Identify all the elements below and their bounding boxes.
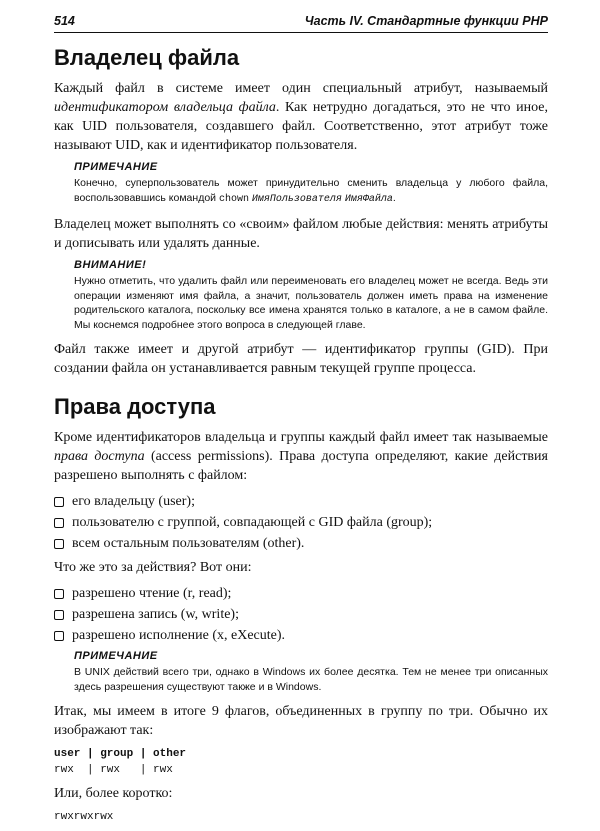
page-number: 514 <box>54 14 75 28</box>
paragraph: Итак, мы имеем в итоге 9 флагов, объединенных в группу по три. Обычно их изображают так: <box>54 704 548 738</box>
note-title: ПРИМЕЧАНИЕ <box>74 650 158 662</box>
paragraph: Или, более коротко: <box>54 786 173 801</box>
note-block <box>74 161 548 207</box>
code-header: user | group | other <box>54 748 187 760</box>
section-title-owner: Владелец файла <box>54 45 240 70</box>
list-item: пользователю с группой, совпадающей с GID файла (group); <box>54 512 548 533</box>
emphasis: идентификатором владельца файла <box>54 100 276 115</box>
checkbox-bullet-icon <box>54 631 64 641</box>
note-text: В UNIX действий всего три, однако в Windows их более десятка. Тем не менее три описанных здесь разрешения существуют также и в Windows. <box>74 666 548 693</box>
note-block <box>74 650 548 694</box>
warning-text: Нужно отметить, что удалить файл или переименовать его владелец может не всегда. Ведь эти операции изменяют имя файла, а значит, пользователь должен иметь права на изменение родительского каталога, поскольку все имена хранятся только в каталоге, а не в самом файле. Мы коснемся подробнее этого вопроса в следующей главе. <box>74 275 548 331</box>
list-item: разрешена запись (w, write); <box>54 604 548 625</box>
paragraph: Каждый файл в системе имеет один специальный атрибут, называемый идентификатором владельца файла. Как нетрудно догадаться, это не что иное, как UID пользователя, создавшего файл. Соответственно, этот атрибут тоже называют UID, как и идентификатор пользователя. <box>54 81 548 153</box>
checkbox-bullet-icon <box>54 610 64 620</box>
checkbox-bullet-icon <box>54 539 64 549</box>
chapter-title: Часть IV. Стандартные функции PHP <box>304 14 548 28</box>
code-short: rwxrwxrwx <box>54 811 114 823</box>
running-header <box>54 14 548 33</box>
code-block <box>54 746 548 778</box>
section-title-permissions: Права доступа <box>54 394 216 419</box>
actions-list <box>54 583 548 646</box>
code-row: rwx | rwx | rwx <box>54 764 173 776</box>
book-page <box>54 14 548 831</box>
paragraph: Что же это за действия? Вот они: <box>54 560 252 575</box>
paragraph: Файл также имеет и другой атрибут — идентификатор группы (GID). При создании файла он устанавливается равным текущей группе процесса. <box>54 342 548 376</box>
list-item: его владельцу (user); <box>54 491 548 512</box>
note-title: ПРИМЕЧАНИЕ <box>74 161 158 173</box>
code-command: chown <box>218 193 249 205</box>
warning-title: ВНИМАНИЕ! <box>74 259 147 271</box>
list-item: разрешено исполнение (x, eXecute). <box>54 625 548 646</box>
checkbox-bullet-icon <box>54 497 64 507</box>
checkbox-bullet-icon <box>54 589 64 599</box>
list-item: всем остальным пользователям (other). <box>54 533 548 554</box>
warning-block <box>74 259 548 332</box>
checkbox-bullet-icon <box>54 518 64 528</box>
paragraph: Кроме идентификаторов владельца и группы каждый файл имеет так называемые права доступа (access permissions). Права доступа определяют, какие действия разрешено выполнять с файлом: <box>54 430 548 483</box>
paragraph: Владелец может выполнять со «своим» файлом любые действия: менять атрибуты и дописывать или удалять данные. <box>54 217 548 251</box>
note-text: Конечно, суперпользователь может принудительно сменить владельца у любого файла, воспользовавшись командой chown ИмяПользователя ИмяФайла. <box>74 177 548 205</box>
list-item: разрешено чтение (r, read); <box>54 583 548 604</box>
emphasis: права доступа <box>54 449 145 464</box>
subjects-list <box>54 491 548 554</box>
